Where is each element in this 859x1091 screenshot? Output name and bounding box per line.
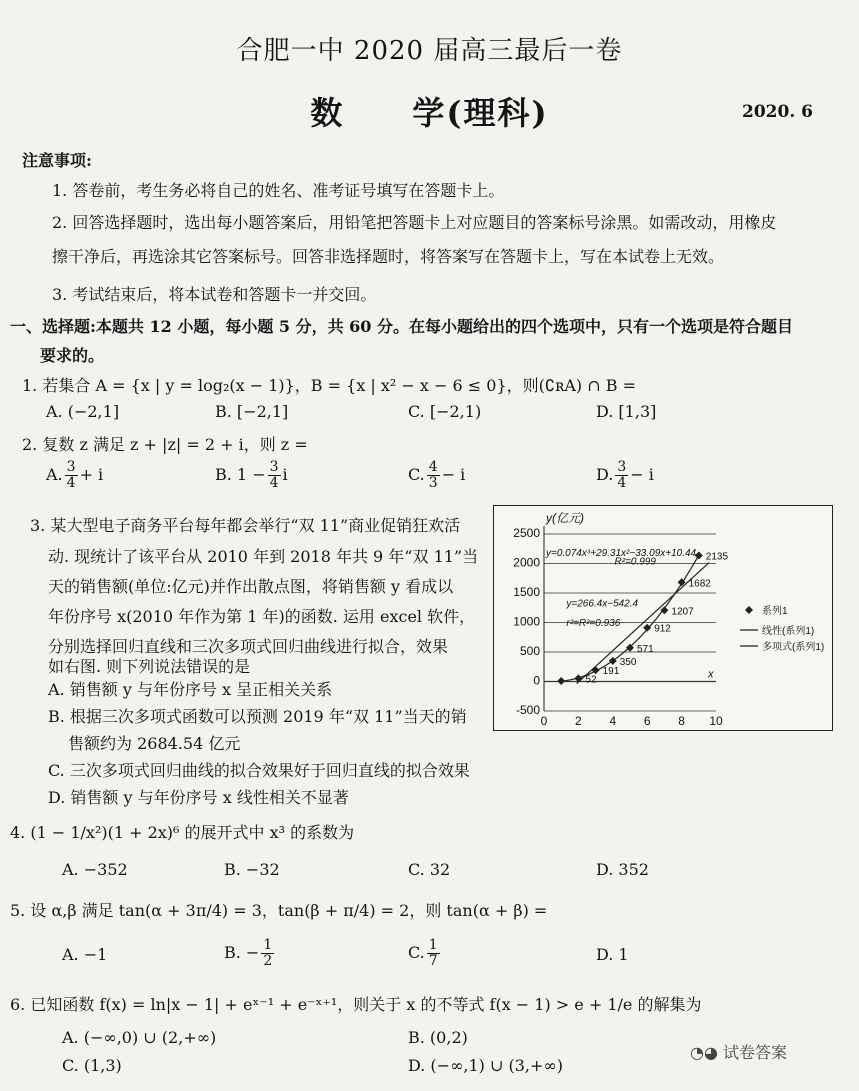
- q5-option-c: C. $\frac{1}{7}$: [408, 937, 438, 969]
- exam-title: 合肥一中 2020 届高三最后一卷: [236, 36, 623, 66]
- q3-line: 如右图. 则下列说法错误的是: [48, 657, 251, 676]
- q5-option-a: A. −1: [62, 945, 108, 964]
- data-point: [557, 677, 565, 685]
- watermark: [690, 1040, 787, 1063]
- data-label: 191: [602, 666, 620, 678]
- q3-line: 天的销售额(单位:亿元)并作出散点图，将销售额 y 看成以: [48, 577, 454, 596]
- q2-option-d: D. $\frac{3}{4}$ − i: [596, 459, 654, 491]
- x-axis-label: x: [708, 668, 714, 681]
- subject-title: 数 学(理科): [310, 94, 549, 132]
- legend-entry: 系列1: [762, 606, 788, 617]
- data-label: 912: [654, 623, 671, 635]
- data-label: 2135: [705, 551, 729, 563]
- x-tick-label: 4: [609, 714, 617, 728]
- q3-option-a: A. 销售额 y 与年份序号 x 呈正相关关系: [48, 680, 333, 699]
- y-axis-label: y(亿元): [546, 511, 584, 525]
- data-point: [643, 624, 651, 632]
- notice-item: 1. 答卷前，考生务必将自己的姓名、准考证号填写在答题卡上。: [52, 181, 505, 200]
- q6-option-d: D. (−∞,1) ∪ (3,+∞): [408, 1056, 563, 1075]
- q5-stem: 5. 设 α,β 满足 tan(α + 3π/4) = 3，tan(β + π/4) = 2，则 tan(α + β) =: [10, 901, 548, 920]
- wechat-icon: ◔◕: [690, 1043, 718, 1062]
- y-tick-label: 2000: [513, 555, 540, 570]
- data-label: 52: [585, 674, 597, 686]
- q4-option-b: B. −32: [224, 860, 280, 879]
- x-tick-label: 2: [575, 714, 582, 728]
- cubic-equation: y=0.074x³+29.31x²−33.09x+10.44: [546, 548, 697, 560]
- y-tick-label: 1500: [513, 585, 540, 599]
- linear-equation: y=266.4x−542.4: [566, 598, 639, 610]
- q1-option-c: C. [−2,1): [408, 402, 482, 421]
- q1-stem: 1. 若集合 A = {x | y = log₂(x − 1)}，B = {x | x² − x − 6 ≤ 0}，则(∁ʀA) ∩ B =: [22, 376, 636, 395]
- exam-date: 2020. 6: [742, 102, 813, 122]
- notice-heading: 注意事项:: [22, 151, 92, 170]
- notice-item: 3. 考试结束后，将本试卷和答题卡一并交回。: [52, 285, 377, 304]
- cubic-r2: R²=0.999: [614, 556, 656, 568]
- q2-option-a: A. $\frac{3}{4}$ + i: [46, 459, 104, 491]
- data-point: [660, 606, 668, 614]
- q3-option-d: D. 销售额 y 与年份序号 x 线性相关不显著: [48, 788, 349, 807]
- q5-option-b: B. − $\frac{1}{2}$: [224, 937, 273, 969]
- linear-r2: r²=R²=0.936: [566, 618, 621, 630]
- q1-option-b: B. [−2,1]: [215, 402, 289, 421]
- x-tick-label: 8: [678, 714, 685, 728]
- q6-option-a: A. (−∞,0) ∪ (2,+∞): [62, 1028, 217, 1047]
- x-tick-label: 10: [709, 714, 723, 728]
- q4-option-d: D. 352: [596, 860, 649, 879]
- notice-item: 擦干净后，再选涂其它答案标号。回答非选择题时，将答案写在答题卡上，写在本试卷上无效。: [52, 247, 725, 266]
- y-tick-label: 500: [519, 644, 540, 658]
- q3-line: 动. 现统计了该平台从 2010 年到 2018 年共 9 年“双 11”当: [48, 547, 479, 566]
- section-heading: 一、选择题:本题共 12 小题，每小题 5 分，共 60 分。在每小题给出的四个选项中，只有一个选项是符合题目: [10, 317, 793, 336]
- y-tick-label: 2500: [513, 526, 540, 540]
- x-tick-label: 6: [643, 714, 651, 728]
- watermark-text: 试卷答案: [723, 1043, 788, 1062]
- q4-option-a: A. −352: [62, 860, 128, 879]
- legend-entry: 多项式(系列1): [762, 642, 825, 653]
- x-tick-label: 0: [540, 714, 548, 728]
- q4-stem: 4. (1 − 1/x²)(1 + 2x)⁶ 的展开式中 x³ 的系数为: [10, 823, 355, 842]
- q6-option-c: C. (1,3): [62, 1056, 122, 1075]
- data-label: 571: [637, 643, 654, 655]
- q3-chart-frame: [493, 505, 833, 731]
- q3-option-b-cont: 售额约为 2684.54 亿元: [68, 734, 241, 753]
- q2-stem: 2. 复数 z 满足 z + |z| = 2 + i，则 z =: [22, 435, 308, 454]
- q1-option-a: A. (−2,1]: [46, 402, 120, 421]
- notice-item: 2. 回答选择题时，选出每小题答案后，用铅笔把答题卡上对应题目的答案标号涂黑。如需改动，用橡皮: [52, 213, 777, 232]
- q3-line: 分别选择回归直线和三次多项式回归曲线进行拟合，效果: [48, 637, 449, 656]
- q2-option-b: B. 1 − $\frac{3}{4}$ i: [215, 459, 288, 491]
- q3-option-c: C. 三次多项式回归曲线的拟合效果好于回归直线的拟合效果: [48, 761, 470, 780]
- legend-marker: [745, 606, 753, 614]
- q4-option-c: C. 32: [408, 860, 451, 879]
- q1-option-d: D. [1,3]: [596, 402, 657, 421]
- q3-line: 3. 某大型电子商务平台每年都会举行“双 11”商业促销狂欢活: [30, 516, 461, 535]
- y-tick-label: 1000: [513, 614, 540, 629]
- q6-stem: 6. 已知函数 f(x) = ln|x − 1| + eˣ⁻¹ + e⁻ˣ⁺¹，则关于 x 的不等式 f(x − 1) > e + 1/e 的解集为: [10, 995, 702, 1014]
- q3-option-b: B. 根据三次多项式函数可以预测 2019 年“双 11”当天的销: [48, 707, 467, 726]
- y-tick-label: 0: [533, 673, 540, 688]
- data-label: 350: [619, 656, 637, 668]
- q3-line: 年份序号 x(2010 年作为第 1 年)的函数. 运用 excel 软件，: [48, 607, 476, 626]
- q5-option-d: D. 1: [596, 945, 629, 964]
- q3-chart: [494, 506, 832, 730]
- data-label: 1207: [671, 606, 694, 618]
- q2-option-c: C. $\frac{4}{3}$ − i: [408, 459, 466, 491]
- q6-option-b: B. (0,2): [408, 1028, 468, 1047]
- legend-entry: 线性(系列1): [762, 626, 815, 637]
- section-heading-cont: 要求的。: [40, 346, 105, 365]
- y-tick-label: -500: [515, 703, 540, 717]
- data-label: 1682: [688, 578, 711, 590]
